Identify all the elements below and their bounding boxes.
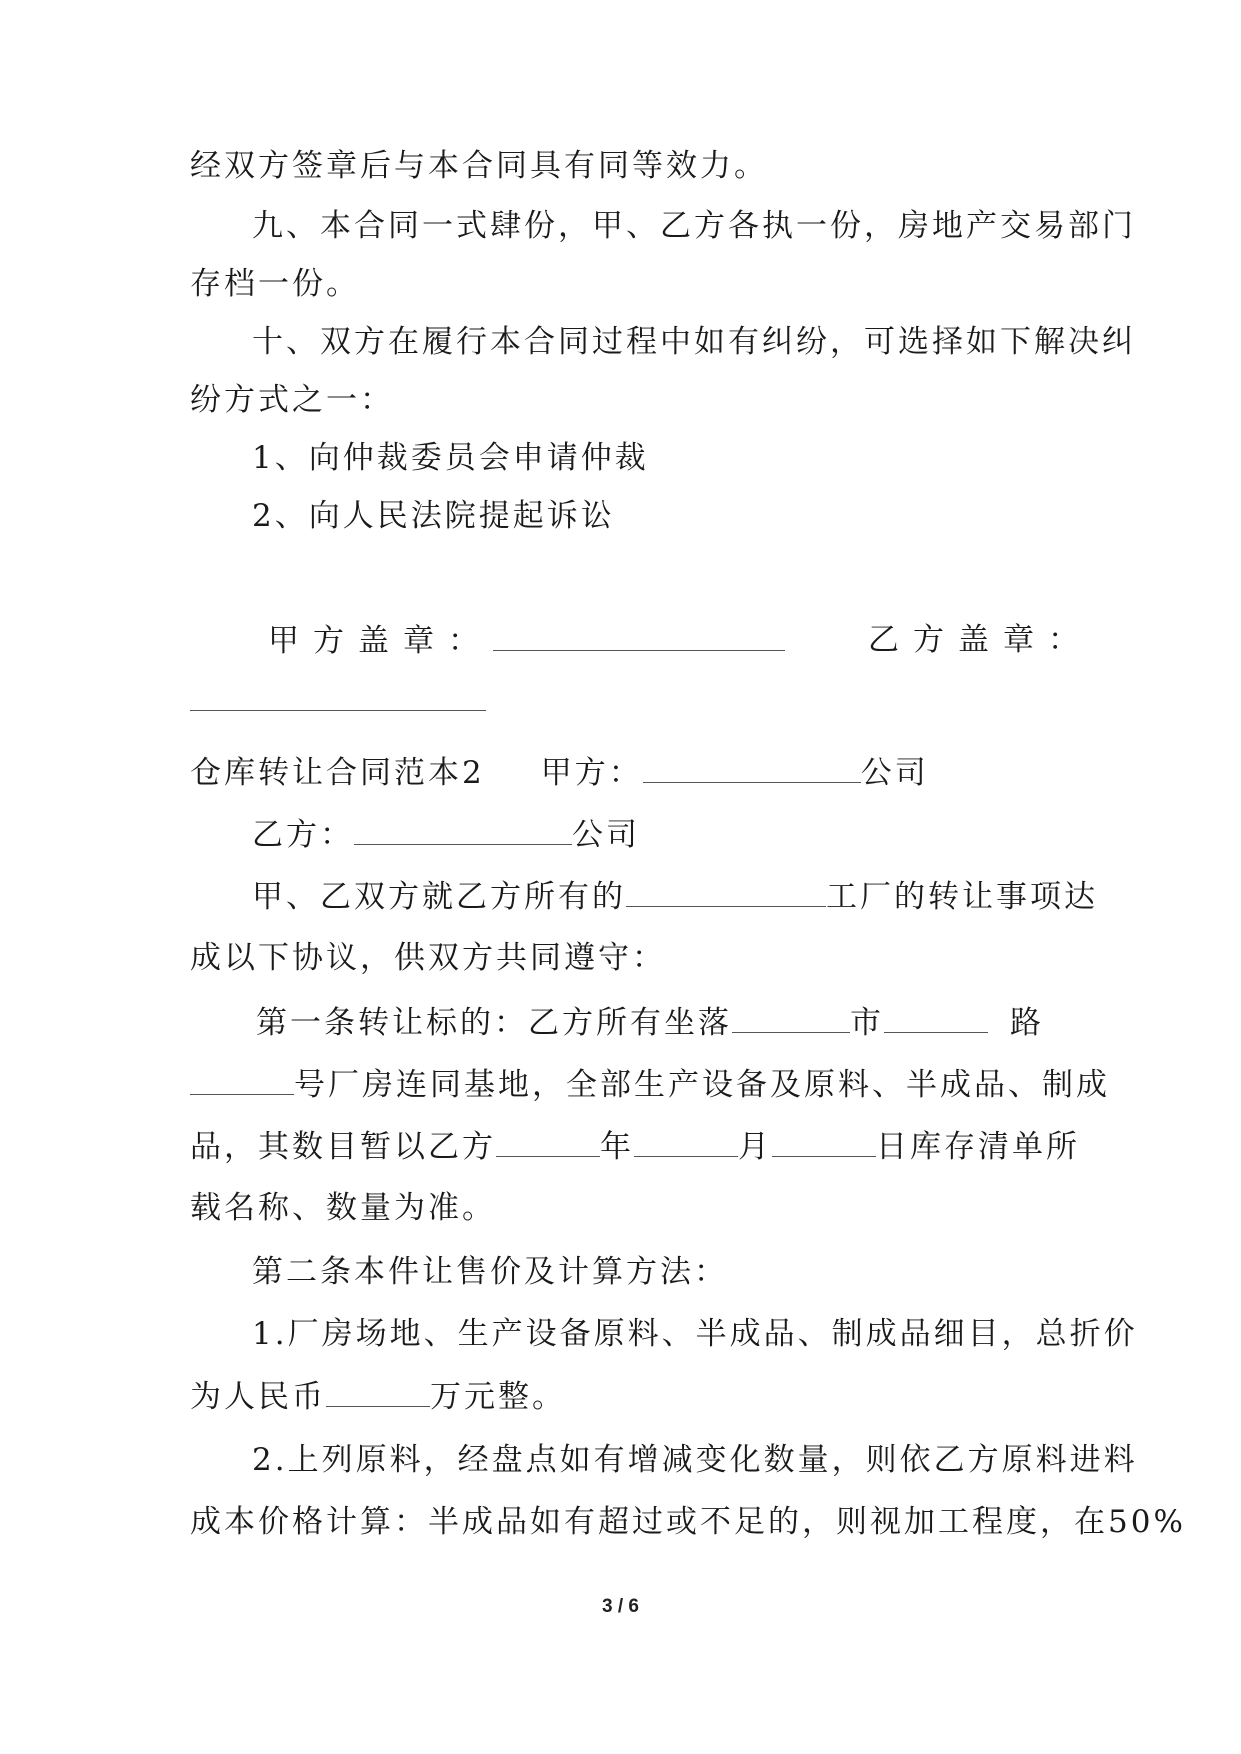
page-number: 3 / 6	[602, 1596, 639, 1617]
contract-title: 仓库转让合同范本2	[190, 755, 485, 791]
text-span: 市	[850, 1005, 884, 1041]
text-span: 日库存清单所	[876, 1129, 1080, 1165]
text-line: 2.上列原料，经盘点如有增减变化数量，则依乙方原料进料	[252, 1442, 1138, 1478]
text-line: 1、向仲裁委员会申请仲裁	[252, 440, 649, 476]
party-a-seal-label: 甲方盖章：	[268, 623, 493, 659]
text-line: 纷方式之一：	[190, 382, 394, 418]
fill-blank	[884, 1002, 988, 1033]
text-line	[256, 1002, 1116, 1043]
party-b-suffix: 公司	[572, 817, 640, 853]
text-span: 工厂的转让事项达	[826, 879, 1098, 915]
fill-blank	[326, 1376, 430, 1407]
text-line: 九、本合同一式肆份，甲、乙方各执一份，房地产交易部门	[252, 208, 1136, 244]
fill-blank	[626, 876, 826, 907]
text-line: 1.厂房场地、生产设备原料、半成品、制成品细目，总折价	[252, 1316, 1138, 1352]
signature-blank	[493, 620, 785, 651]
text-span: 为人民币	[190, 1379, 326, 1415]
party-b-line	[252, 814, 1112, 855]
party-b-label: 乙方：	[252, 817, 354, 853]
fill-blank	[190, 1064, 294, 1095]
section-heading: 第二条本件让售价及计算方法：	[252, 1254, 728, 1290]
text-span: 万元整。	[430, 1379, 566, 1415]
text-line: 2、向人民法院提起诉讼	[252, 498, 615, 534]
text-line	[190, 1064, 1110, 1105]
text-line: 存档一份。	[190, 266, 360, 302]
text-span: 品，其数目暂以乙方	[190, 1129, 496, 1165]
text-span: 月	[738, 1129, 772, 1165]
fill-blank	[634, 1126, 738, 1157]
text-line	[190, 1376, 1050, 1417]
party-a-label: 甲方：	[540, 755, 643, 791]
text-line	[252, 876, 1112, 917]
fill-blank	[732, 1002, 850, 1033]
text-span: 甲、乙双方就乙方所有的	[252, 879, 626, 915]
party-a-suffix: 公司	[860, 755, 929, 791]
fill-blank	[496, 1126, 600, 1157]
text-line: 成本价格计算：半成品如有超过或不足的，则视加工程度，在50%	[190, 1504, 1186, 1540]
text-span: 第一条转让标的：乙方所有坐落	[256, 1005, 732, 1041]
contract-title-line	[190, 752, 1050, 793]
text-line: 十、双方在履行本合同过程中如有纠纷，可选择如下解决纠	[252, 324, 1136, 360]
fill-blank	[772, 1126, 876, 1157]
party-a-signature	[268, 620, 785, 661]
text-span: 路	[1010, 1005, 1044, 1041]
text-line: 经双方签章后与本合同具有同等效力。	[190, 148, 768, 184]
signature-blank	[190, 710, 486, 711]
text-line: 载名称、数量为准。	[190, 1190, 496, 1226]
text-line	[190, 1126, 1080, 1167]
text-span: 年	[600, 1129, 634, 1165]
text-line: 成以下协议，供双方共同遵守：	[190, 940, 666, 976]
party-b-seal-label: 乙方盖章：	[868, 622, 1093, 658]
fill-blank	[354, 814, 572, 845]
fill-blank	[643, 752, 861, 783]
text-span: 号厂房连同基地，全部生产设备及原料、半成品、制成	[294, 1067, 1110, 1103]
